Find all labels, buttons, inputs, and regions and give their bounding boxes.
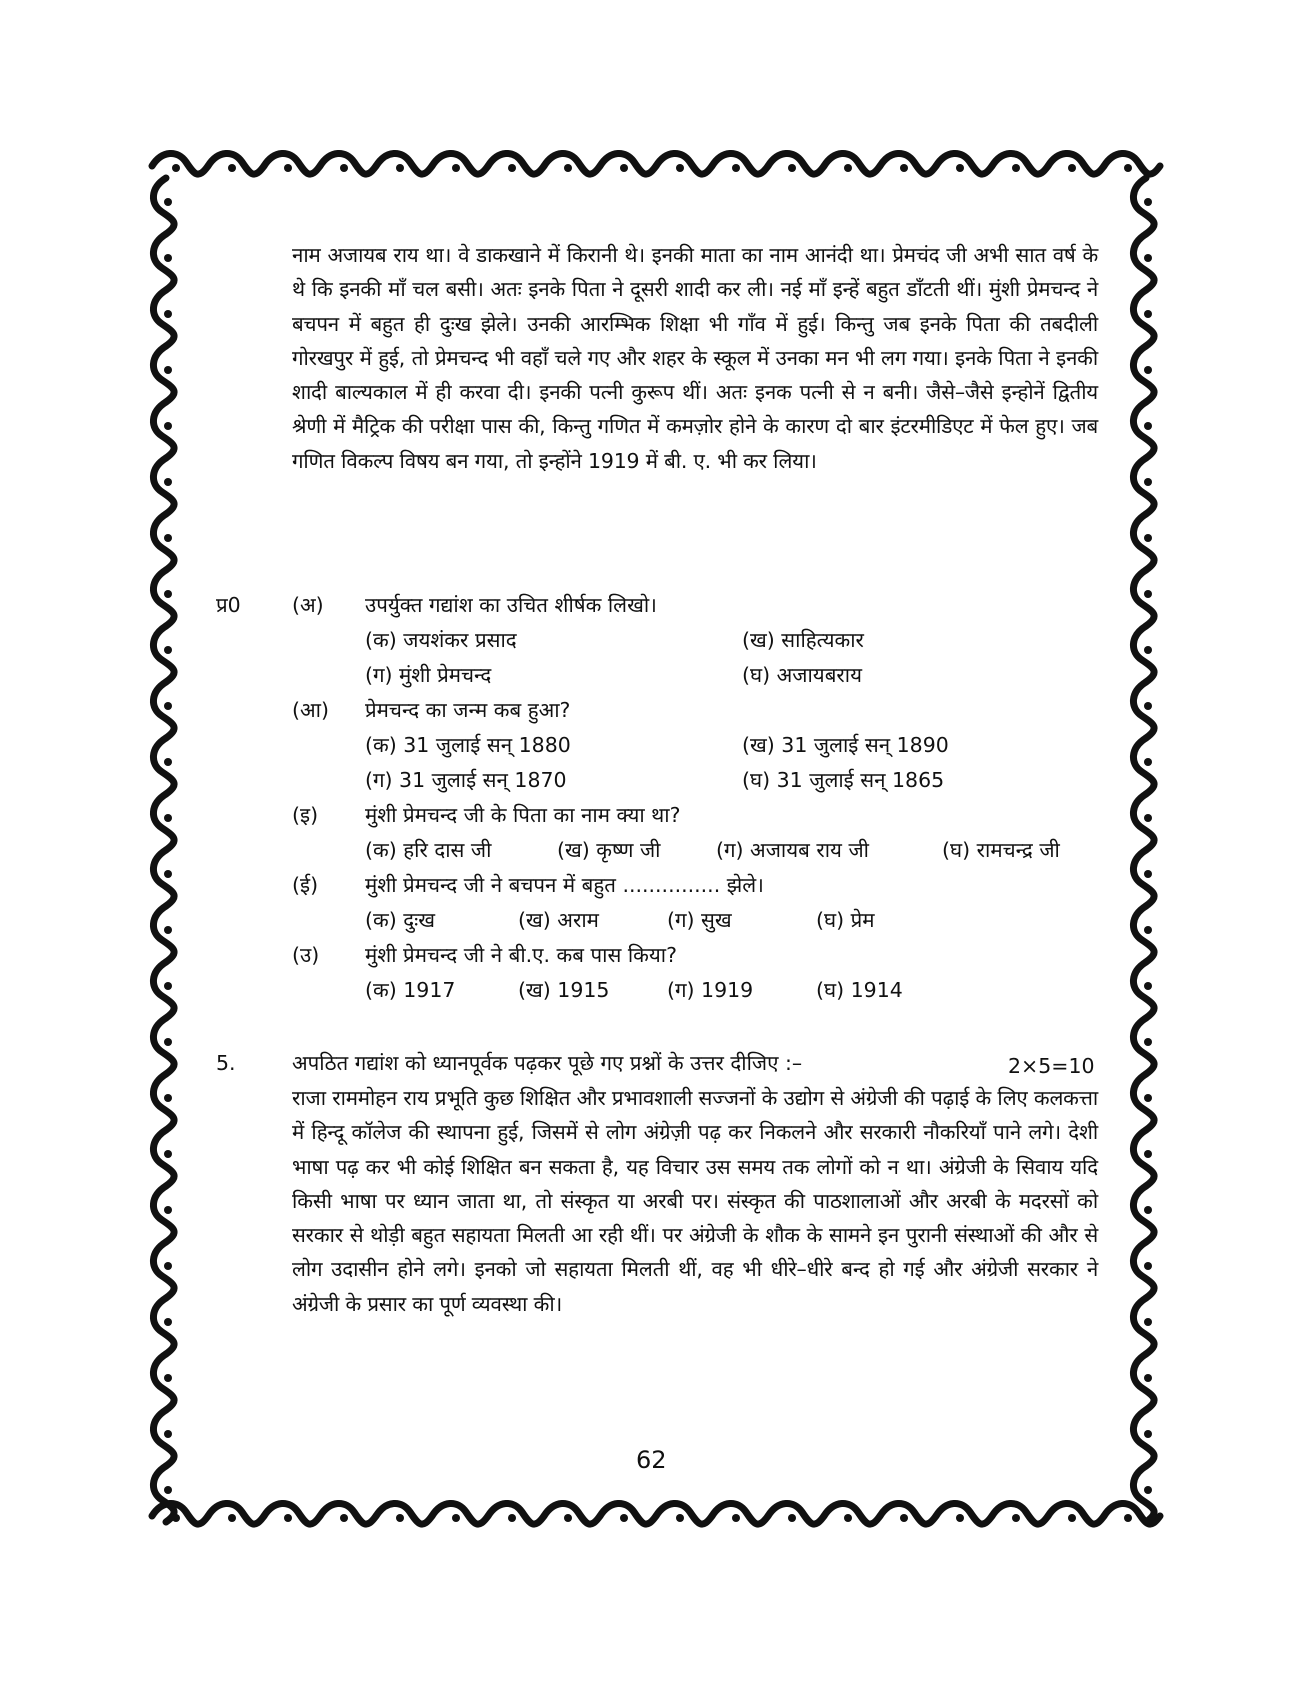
border-swirl bbox=[208, 1503, 264, 1524]
border-dot bbox=[1144, 422, 1152, 430]
border-dot bbox=[620, 1514, 628, 1522]
border-swirl bbox=[1133, 570, 1154, 626]
border-swirl bbox=[153, 1410, 174, 1466]
border-swirl bbox=[1133, 1242, 1154, 1298]
border-dot bbox=[788, 1514, 796, 1522]
border-swirl bbox=[656, 1503, 712, 1524]
border-dot bbox=[508, 1514, 516, 1522]
question-5-marks: 2×5=10 bbox=[1008, 1054, 1095, 1078]
border-dot bbox=[844, 1514, 852, 1522]
border-dot bbox=[228, 1514, 236, 1522]
border-dot bbox=[164, 982, 172, 990]
border-swirl bbox=[1133, 962, 1154, 1018]
option-i-4: (घ) रामचन्द्र जी bbox=[942, 838, 1060, 862]
border-swirl bbox=[153, 346, 174, 402]
border-swirl bbox=[880, 153, 936, 174]
border-swirl bbox=[153, 178, 174, 234]
option-u-1: (क) 1917 bbox=[365, 978, 456, 1002]
border-dot bbox=[956, 1514, 964, 1522]
border-dot bbox=[164, 814, 172, 822]
border-swirl bbox=[1133, 402, 1154, 458]
border-swirl bbox=[432, 153, 488, 174]
border-dot bbox=[1144, 982, 1152, 990]
option-aa-1: (क) 31 जुलाई सन् 1880 bbox=[365, 733, 571, 757]
border-dot bbox=[164, 1094, 172, 1102]
border-swirl bbox=[824, 1503, 880, 1524]
border-swirl bbox=[153, 1242, 174, 1298]
border-swirl bbox=[320, 153, 376, 174]
border-swirl bbox=[152, 1503, 208, 1524]
border-dot bbox=[732, 1514, 740, 1522]
border-swirl bbox=[1133, 458, 1154, 514]
border-swirl bbox=[1133, 290, 1154, 346]
border-dot bbox=[508, 164, 516, 172]
border-swirl bbox=[1133, 738, 1154, 794]
border-swirl bbox=[153, 1018, 174, 1074]
question-marker-ii: (ई) bbox=[292, 873, 319, 897]
border-swirl bbox=[600, 1503, 656, 1524]
border-dot bbox=[1144, 646, 1152, 654]
question-label: प्र0 bbox=[216, 593, 241, 617]
border-dot bbox=[164, 1038, 172, 1046]
border-dot bbox=[1144, 1150, 1152, 1158]
border-swirl bbox=[936, 153, 992, 174]
border-swirl bbox=[488, 153, 544, 174]
page-number: 62 bbox=[636, 1446, 667, 1474]
border-swirl bbox=[153, 738, 174, 794]
border-dot bbox=[1144, 534, 1152, 542]
border-dot bbox=[1144, 1318, 1152, 1326]
border-swirl bbox=[824, 153, 880, 174]
border-dot bbox=[164, 1374, 172, 1382]
border-swirl bbox=[712, 153, 768, 174]
border-dot bbox=[1144, 1038, 1152, 1046]
border-dot bbox=[620, 164, 628, 172]
border-swirl bbox=[992, 153, 1048, 174]
question-5-number: 5. bbox=[216, 1051, 236, 1075]
border-swirl bbox=[880, 1503, 936, 1524]
border-dot bbox=[164, 1206, 172, 1214]
border-swirl bbox=[153, 1130, 174, 1186]
border-swirl bbox=[1133, 1298, 1154, 1354]
border-dot bbox=[1144, 310, 1152, 318]
border-dot bbox=[396, 1514, 404, 1522]
border-swirl bbox=[1133, 682, 1154, 738]
border-dot bbox=[164, 1318, 172, 1326]
border-swirl bbox=[1133, 1354, 1154, 1410]
border-dot bbox=[284, 1514, 292, 1522]
border-swirl bbox=[264, 153, 320, 174]
border-dot bbox=[164, 478, 172, 486]
border-dot bbox=[1068, 164, 1076, 172]
border-swirl bbox=[264, 1503, 320, 1524]
border-dot bbox=[164, 926, 172, 934]
border-dot bbox=[900, 164, 908, 172]
border-swirl bbox=[153, 626, 174, 682]
option-ii-1: (क) दुःख bbox=[365, 908, 436, 932]
border-dot bbox=[1144, 254, 1152, 262]
border-dot bbox=[164, 366, 172, 374]
option-u-3: (ग) 1919 bbox=[667, 978, 754, 1002]
question-marker-i: (इ) bbox=[292, 803, 319, 827]
option-aa-4: (घ) 31 जुलाई सन् 1865 bbox=[742, 768, 945, 792]
border-dot bbox=[452, 164, 460, 172]
option-aa-3: (ग) 31 जुलाई सन् 1870 bbox=[365, 768, 567, 792]
option-aa-2: (ख) 31 जुलाई सन् 1890 bbox=[742, 733, 949, 757]
question-marker-a: (अ) bbox=[292, 593, 324, 617]
border-swirl bbox=[152, 153, 208, 174]
border-swirl bbox=[153, 402, 174, 458]
border-dot bbox=[164, 422, 172, 430]
border-swirl bbox=[153, 1074, 174, 1130]
border-dot bbox=[164, 646, 172, 654]
border-swirl bbox=[544, 153, 600, 174]
option-ii-4: (घ) प्रेम bbox=[816, 908, 875, 932]
border-dot bbox=[1144, 478, 1152, 486]
border-swirl bbox=[153, 1298, 174, 1354]
border-swirl bbox=[153, 794, 174, 850]
border-right-ornament bbox=[1133, 178, 1154, 1522]
border-dot bbox=[1144, 198, 1152, 206]
border-dot bbox=[164, 1150, 172, 1158]
border-swirl bbox=[432, 1503, 488, 1524]
border-swirl bbox=[600, 153, 656, 174]
border-dot bbox=[1012, 1514, 1020, 1522]
border-dot bbox=[164, 702, 172, 710]
border-dot bbox=[1068, 1514, 1076, 1522]
border-dot bbox=[1144, 1374, 1152, 1382]
border-swirl bbox=[153, 234, 174, 290]
border-swirl bbox=[1133, 794, 1154, 850]
border-dot bbox=[164, 870, 172, 878]
border-dot bbox=[1144, 1486, 1152, 1494]
question-u-text: मुंशी प्रेमचन्द जी ने बी.ए. कब पास किया? bbox=[365, 943, 677, 967]
question-5-instruction: अपठित गद्यांश को ध्यानपूर्वक पढ़कर पूछे गए प्रश्नों के उत्तर दीजिए :– bbox=[292, 1051, 803, 1075]
border-swirl bbox=[153, 682, 174, 738]
border-swirl bbox=[1133, 346, 1154, 402]
border-dot bbox=[1012, 164, 1020, 172]
question-ii-text: मुंशी प्रेमचन्द जी ने बचपन में बहुत ............... झेले। bbox=[365, 873, 764, 897]
border-swirl bbox=[153, 962, 174, 1018]
option-ii-3: (ग) सुख bbox=[667, 908, 732, 932]
border-swirl bbox=[1048, 153, 1104, 174]
question-marker-aa: (आ) bbox=[292, 698, 329, 722]
option-a-1: (क) जयशंकर प्रसाद bbox=[365, 628, 517, 652]
border-swirl bbox=[1048, 1503, 1104, 1524]
option-u-2: (ख) 1915 bbox=[518, 978, 610, 1002]
border-dot bbox=[1144, 590, 1152, 598]
question-a-text: उपर्युक्त गद्यांश का उचित शीर्षक लिखो। bbox=[365, 593, 657, 617]
border-dot bbox=[164, 1430, 172, 1438]
border-dot bbox=[788, 164, 796, 172]
border-swirl bbox=[712, 1503, 768, 1524]
border-dot bbox=[1144, 1094, 1152, 1102]
border-dot bbox=[844, 164, 852, 172]
border-swirl bbox=[1133, 850, 1154, 906]
border-dot bbox=[164, 758, 172, 766]
border-swirl bbox=[488, 1503, 544, 1524]
border-swirl bbox=[1133, 178, 1154, 234]
border-swirl bbox=[1133, 514, 1154, 570]
border-dot bbox=[164, 254, 172, 262]
option-i-2: (ख) कृष्ण जी bbox=[557, 838, 661, 862]
border-dot bbox=[172, 164, 180, 172]
border-left-ornament bbox=[153, 178, 174, 1522]
border-dot bbox=[1144, 870, 1152, 878]
border-top-ornament bbox=[152, 153, 1160, 174]
border-swirl bbox=[1133, 1018, 1154, 1074]
border-dot bbox=[1144, 814, 1152, 822]
border-swirl bbox=[153, 458, 174, 514]
border-dot bbox=[396, 164, 404, 172]
question-aa-text: प्रेमचन्द का जन्म कब हुआ? bbox=[365, 698, 571, 722]
border-dot bbox=[956, 164, 964, 172]
border-swirl bbox=[153, 290, 174, 346]
border-swirl bbox=[1133, 626, 1154, 682]
border-swirl bbox=[768, 153, 824, 174]
border-bottom-ornament bbox=[152, 1503, 1160, 1524]
border-swirl bbox=[544, 1503, 600, 1524]
border-dot bbox=[340, 1514, 348, 1522]
border-dot bbox=[340, 164, 348, 172]
question-marker-u: (उ) bbox=[292, 943, 320, 967]
border-dot bbox=[564, 164, 572, 172]
border-swirl bbox=[153, 570, 174, 626]
question-i-text: मुंशी प्रेमचन्द जी के पिता का नाम क्या था? bbox=[365, 803, 681, 827]
border-dot bbox=[1124, 164, 1132, 172]
border-swirl bbox=[1133, 1074, 1154, 1130]
border-dot bbox=[1144, 702, 1152, 710]
border-dot bbox=[1144, 1206, 1152, 1214]
border-dot bbox=[284, 164, 292, 172]
border-swirl bbox=[153, 850, 174, 906]
border-swirl bbox=[656, 153, 712, 174]
border-swirl bbox=[768, 1503, 824, 1524]
border-swirl bbox=[153, 514, 174, 570]
border-swirl bbox=[1133, 1186, 1154, 1242]
border-dot bbox=[900, 1514, 908, 1522]
border-swirl bbox=[320, 1503, 376, 1524]
border-dot bbox=[164, 198, 172, 206]
border-swirl bbox=[208, 153, 264, 174]
border-dot bbox=[164, 534, 172, 542]
border-swirl bbox=[1133, 1130, 1154, 1186]
border-swirl bbox=[936, 1503, 992, 1524]
passage-2: राजा राममोहन राय प्रभूति कुछ शिक्षित और प्रभावशाली सज्जनों के उद्योग से अंग्रेजी की पढ़ाई के लिए कलकत्ता में हिन्दू कॉलेज की स्थापना हुई, जिसमें से लोग अंग्रेज़ी पढ़ कर निकलने और सरकारी नौकरियाँ पाने लगे। देशी भाषा पढ़ कर भी कोई शिक्षित बन सकता है, यह विचार उस समय तक लोगों को न था। अंग्रेजी के सिवाय यदि किसी भाषा पर ध्यान जाता था, तो संस्कृत या अरबी पर। संस्कृत की पाठशालाओं और अरबी के मदरसों को सरकार से थोड़ी बहुत सहायता मिलती आ रही थीं। पर अंग्रेजी के शौक के सामने इन पुरानी संस्थाओं की और से लोग उदासीन होने लगे। इनको जो सहायता मिलती थीं, वह भी धीरे–धीरे बन्द हो गई और अंग्रेजी सरकार ने अंग्रेजी के प्रसार का पूर्ण व्यवस्था की। bbox=[292, 1086, 1098, 1316]
border-swirl bbox=[376, 1503, 432, 1524]
border-dot bbox=[1124, 1514, 1132, 1522]
border-dot bbox=[452, 1514, 460, 1522]
option-a-3: (ग) मुंशी प्रेमचन्द bbox=[365, 663, 492, 687]
border-swirl bbox=[153, 1186, 174, 1242]
border-dot bbox=[1144, 1430, 1152, 1438]
option-a-2: (ख) साहित्यकार bbox=[742, 628, 864, 652]
passage-1: नाम अजायब राय था। वे डाकखाने में किरानी थे। इनकी माता का नाम आनंदी था। प्रेमचंद जी अभी सात वर्ष के थे कि इनकी माँ चल बसी। अतः इनके पिता ने दूसरी शादी कर ली। नई माँ इन्हें बहुत डाँटती थीं। मुंशी प्रेमचन्द ने बचपन में बहुत ही दुःख झेले। उनकी आरम्भिक शिक्षा भी गाँव में हुई। किन्तु जब इनके पिता की तबदीली गोरखपुर में हुई, तो प्रेमचन्द भी वहाँ चले गए और शहर के स्कूल में उनका मन भी लग गया। इनके पिता ने इनकी शादी बाल्यकाल में ही करवा दी। इनकी पत्नी कुरूप थीं। अतः इनक पत्नी से न बनी। जैसे–जैसे इन्होनें द्वितीय श्रेणी में मैट्रिक की परीक्षा पास की, किन्तु गणित में कमज़ोर होने के कारण दो बार इंटरमीडिएट में फेल हुए। जब गणित विकल्प विषय बन गया, तो इन्होंने 1919 में बी. ए. भी कर लिया। bbox=[292, 243, 1098, 473]
border-dot bbox=[676, 1514, 684, 1522]
border-dot bbox=[1144, 926, 1152, 934]
border-dot bbox=[164, 310, 172, 318]
border-dot bbox=[164, 1262, 172, 1270]
border-swirl bbox=[1133, 1410, 1154, 1466]
border-dot bbox=[164, 590, 172, 598]
border-dot bbox=[732, 164, 740, 172]
option-i-3: (ग) अजायब राय जी bbox=[716, 838, 869, 862]
border-dot bbox=[164, 1486, 172, 1494]
border-dot bbox=[1144, 758, 1152, 766]
option-i-1: (क) हरि दास जी bbox=[365, 838, 492, 862]
border-swirl bbox=[376, 153, 432, 174]
border-dot bbox=[1144, 1262, 1152, 1270]
border-dot bbox=[676, 164, 684, 172]
border-swirl bbox=[153, 1354, 174, 1410]
border-swirl bbox=[1104, 153, 1160, 174]
border-swirl bbox=[992, 1503, 1048, 1524]
border-dot bbox=[564, 1514, 572, 1522]
border-swirl bbox=[1133, 906, 1154, 962]
border-swirl bbox=[1133, 234, 1154, 290]
option-u-4: (घ) 1914 bbox=[816, 978, 903, 1002]
option-a-4: (घ) अजायबराय bbox=[742, 663, 862, 687]
border-dot bbox=[1144, 366, 1152, 374]
border-swirl bbox=[153, 906, 174, 962]
option-ii-2: (ख) अराम bbox=[518, 908, 599, 932]
border-dot bbox=[228, 164, 236, 172]
